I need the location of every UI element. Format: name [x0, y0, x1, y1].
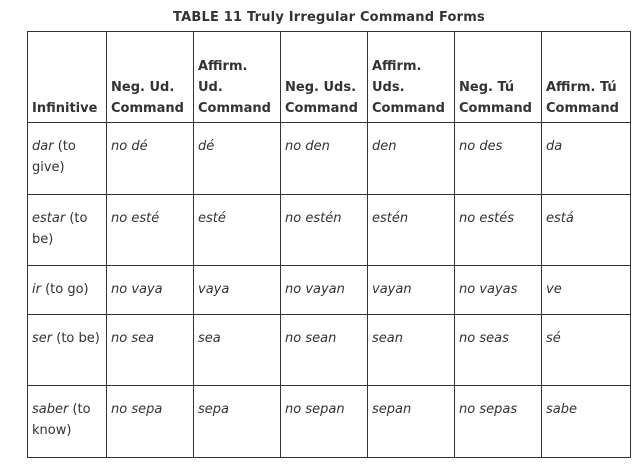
gloss: (to be): [52, 331, 100, 346]
neg-ud-cell: no vaya: [107, 266, 194, 315]
affirm-ud-cell: esté: [194, 195, 281, 266]
gloss: (to be): [32, 211, 88, 247]
neg-tu-cell: no des: [455, 123, 542, 195]
neg-uds-cell: no vayan: [281, 266, 368, 315]
infinitive-cell: [28, 266, 107, 315]
affirm-ud-cell: sea: [194, 315, 281, 386]
verb: dar: [32, 139, 54, 154]
affirm-uds-cell: estén: [368, 195, 455, 266]
infinitive-cell: [28, 315, 107, 386]
table-row: [28, 123, 631, 195]
header-affirm-ud: Affirm. Ud. Command: [194, 32, 281, 123]
gloss: (to know): [32, 402, 91, 438]
affirm-ud-cell: dé: [194, 123, 281, 195]
affirm-tu-cell: ve: [542, 266, 631, 315]
affirm-tu-cell: da: [542, 123, 631, 195]
header-neg-tu: Neg. Tú Command: [455, 32, 542, 123]
header-neg-uds: Neg. Uds. Command: [281, 32, 368, 123]
neg-tu-cell: no sepas: [455, 386, 542, 458]
table-row: [28, 315, 631, 386]
header-infinitive: Infinitive: [28, 32, 107, 123]
affirm-uds-cell: sean: [368, 315, 455, 386]
affirm-uds-cell: vayan: [368, 266, 455, 315]
neg-tu-cell: no vayas: [455, 266, 542, 315]
affirm-ud-cell: vaya: [194, 266, 281, 315]
verb: estar: [32, 211, 66, 226]
affirm-uds-cell: sepan: [368, 386, 455, 458]
neg-ud-cell: no sea: [107, 315, 194, 386]
infinitive-cell: [28, 195, 107, 266]
table-row: [28, 266, 631, 315]
table-row: [28, 195, 631, 266]
header-affirm-tu: Affirm. Tú Command: [542, 32, 631, 123]
verb: saber: [32, 402, 69, 417]
neg-uds-cell: no sean: [281, 315, 368, 386]
neg-ud-cell: no sepa: [107, 386, 194, 458]
table-caption: TABLE 11 Truly Irregular Command Forms: [173, 10, 485, 25]
infinitive-cell: [28, 386, 107, 458]
neg-tu-cell: no seas: [455, 315, 542, 386]
header-neg-ud: Neg. Ud. Command: [107, 32, 194, 123]
affirm-tu-cell: está: [542, 195, 631, 266]
table-row: [28, 386, 631, 458]
affirm-tu-cell: sabe: [542, 386, 631, 458]
affirm-tu-cell: sé: [542, 315, 631, 386]
infinitive-cell: [28, 123, 107, 195]
neg-ud-cell: no dé: [107, 123, 194, 195]
header-affirm-uds: Affirm. Uds. Command: [368, 32, 455, 123]
gloss: (to go): [40, 282, 89, 297]
neg-uds-cell: no den: [281, 123, 368, 195]
command-forms-table: [27, 31, 631, 458]
neg-uds-cell: no estén: [281, 195, 368, 266]
neg-tu-cell: no estés: [455, 195, 542, 266]
gloss: (to give): [32, 139, 76, 175]
affirm-ud-cell: sepa: [194, 386, 281, 458]
verb: ir: [32, 282, 41, 297]
neg-uds-cell: no sepan: [281, 386, 368, 458]
header-row: [28, 32, 631, 123]
verb: ser: [32, 331, 53, 346]
neg-ud-cell: no esté: [107, 195, 194, 266]
affirm-uds-cell: den: [368, 123, 455, 195]
